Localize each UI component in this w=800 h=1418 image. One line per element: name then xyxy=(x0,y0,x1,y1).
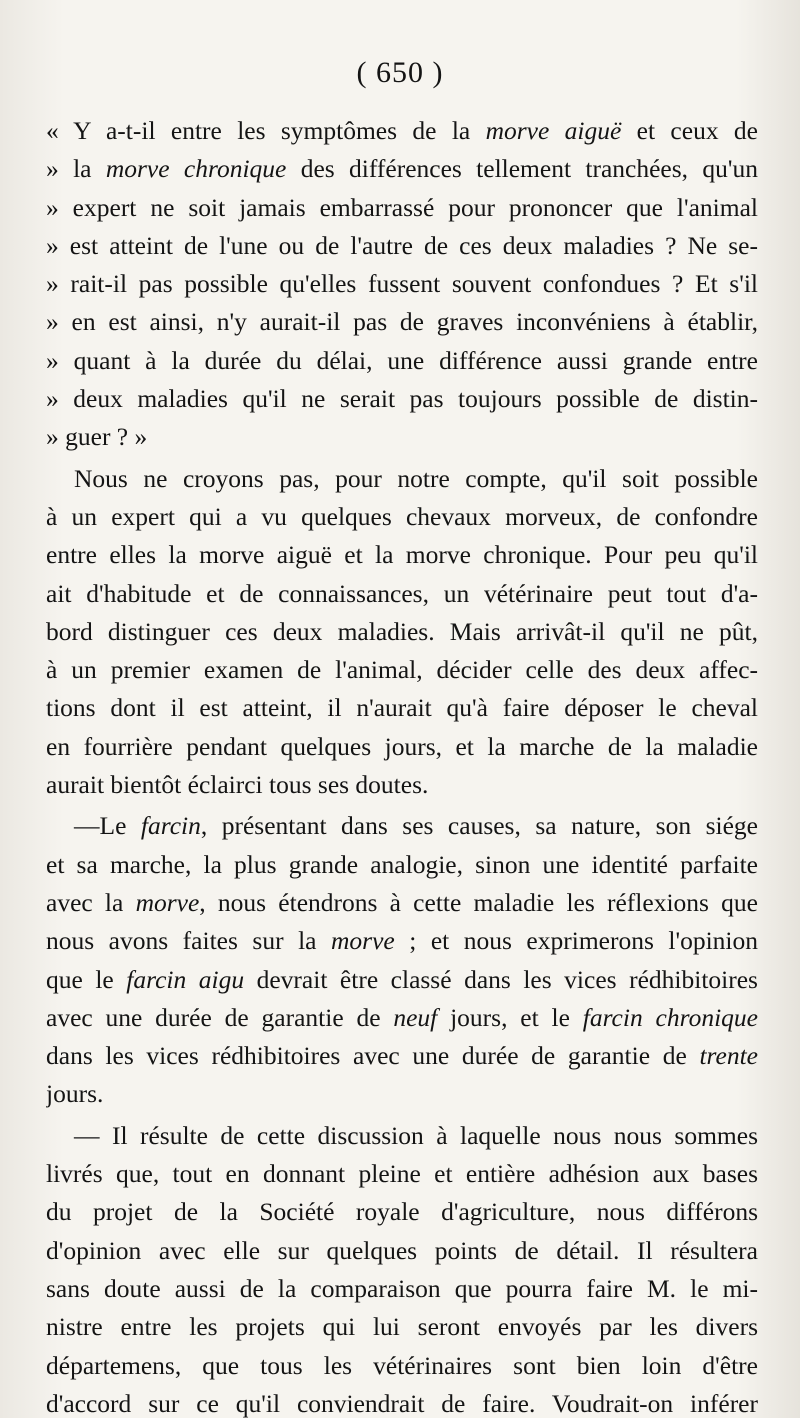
text-run: et ceux de xyxy=(621,116,758,145)
italic-term: neuf xyxy=(393,1002,438,1032)
text-run: devrait être classé dans les vices rédhibitoires xyxy=(244,964,758,994)
text-line xyxy=(46,342,758,380)
text-run: livrés que, tout en donnant pleine et entière adhésion aux bases xyxy=(46,1159,758,1189)
text-line xyxy=(46,961,758,999)
text-line xyxy=(46,1270,758,1308)
text-run: sans doute aussi de la comparaison que pourra faire M. le mi- xyxy=(46,1273,758,1303)
text-line xyxy=(46,303,758,341)
italic-term: trente xyxy=(699,1041,758,1071)
text-line xyxy=(46,1308,758,1346)
text-line xyxy=(46,728,758,766)
text-run: à un premier examen de l'animal, décider celle des deux affec- xyxy=(46,655,758,685)
text-run: ; et nous exprimerons l'opinion xyxy=(394,926,758,956)
text-run: —Le xyxy=(74,811,141,841)
text-line xyxy=(46,1385,758,1418)
text-run: avec la xyxy=(46,887,136,917)
text-line xyxy=(46,380,758,418)
italic-term: morve chronique xyxy=(105,154,287,184)
text-run: entre elles la morve aiguë et la morve chronique. Pour peu qu'il xyxy=(46,540,758,570)
text-line xyxy=(46,1193,758,1231)
text-line xyxy=(46,1075,758,1113)
paragraph xyxy=(46,460,758,805)
text-line xyxy=(46,112,758,150)
text-line xyxy=(46,460,758,498)
text-run: départemens, que tous les vétérinaires sont bien loin d'être xyxy=(46,1350,758,1380)
text-run: nous avons faites sur la xyxy=(46,926,331,956)
text-run: » quant à la durée du délai, une différence aussi grande entre xyxy=(46,345,758,375)
text-run: , présentant dans ses causes, sa nature, son siége xyxy=(200,811,758,841)
text-run: tions dont il est atteint, il n'aurait qu'à faire déposer le cheval xyxy=(46,693,758,723)
text-line xyxy=(46,1037,758,1075)
text-run: que le xyxy=(46,964,127,994)
paragraph xyxy=(46,807,758,1113)
text-run: des différences tellement tranchées, qu'un xyxy=(286,154,758,184)
text-line xyxy=(46,418,758,456)
italic-term: morve xyxy=(135,887,200,917)
text-run: bord distinguer ces deux maladies. Mais arrivât-il qu'il ne pût, xyxy=(46,616,758,646)
text-line xyxy=(46,807,758,845)
text-run: ait d'habitude et de connaissances, un vétérinaire peut tout d'a- xyxy=(46,578,758,608)
text-line xyxy=(46,189,758,227)
text-run: — Il résulte de cette discussion à laquelle nous nous sommes xyxy=(74,1120,758,1150)
text-line xyxy=(46,613,758,651)
italic-term: morve xyxy=(331,926,395,956)
text-run: avec une durée de garantie de xyxy=(46,1002,394,1032)
text-line xyxy=(46,999,758,1037)
text-run: dans les vices rédhibitoires avec une durée de garantie de xyxy=(46,1041,700,1071)
text-line xyxy=(46,884,758,922)
text-run: » la xyxy=(46,154,106,184)
text-line xyxy=(46,498,758,536)
text-run: » deux maladies qu'il ne serait pas toujours possible de distin- xyxy=(46,384,758,414)
text-line xyxy=(46,1232,758,1270)
quoted-passage xyxy=(46,112,758,457)
page-number: ( 650 ) xyxy=(356,56,444,89)
text-line xyxy=(46,1347,758,1385)
text-run: nistre entre les projets qui lui seront envoyés par les divers xyxy=(46,1312,758,1342)
text-run: » rait-il pas possible qu'elles fussent souvent confondues ? Et s'il xyxy=(46,269,758,299)
text-line xyxy=(46,766,758,804)
text-run: » guer ? » xyxy=(46,422,148,452)
text-run: , nous étendrons à cette maladie les réflexions que xyxy=(199,887,758,917)
text-line xyxy=(46,651,758,689)
text-run: » expert ne soit jamais embarrassé pour prononcer que l'animal xyxy=(46,192,758,222)
text-run: Nous ne croyons pas, pour notre compte, qu'il soit possible xyxy=(74,463,758,493)
text-line xyxy=(46,689,758,727)
text-line xyxy=(46,227,758,265)
text-run: » est atteint de l'une ou de l'autre de ces deux maladies ? Ne se- xyxy=(46,230,758,260)
text-line xyxy=(46,922,758,960)
italic-term: farcin xyxy=(140,811,201,841)
text-run: en fourrière pendant quelques jours, et la marche de la maladie xyxy=(46,731,758,761)
paragraph xyxy=(46,1117,758,1418)
text-run: jours. xyxy=(46,1079,104,1109)
text-line xyxy=(46,265,758,303)
text-run: jours, et le xyxy=(437,1002,583,1032)
italic-term: farcin chronique xyxy=(582,1002,758,1032)
text-run: d'accord sur ce qu'il conviendrait de faire. Voudrait-on inférer xyxy=(46,1388,758,1418)
text-line xyxy=(46,1155,758,1193)
text-run: « Y a-t-il entre les symptômes de la xyxy=(46,116,486,145)
text-line xyxy=(46,150,758,188)
text-line xyxy=(46,575,758,613)
text-line xyxy=(46,536,758,574)
text-run: du projet de la Société royale d'agriculture, nous différons xyxy=(46,1197,758,1227)
text-run: et sa marche, la plus grande analogie, sinon une identité parfaite xyxy=(46,849,758,879)
text-line xyxy=(46,846,758,884)
italic-term: farcin aigu xyxy=(126,964,245,994)
text-line xyxy=(46,1117,758,1155)
text-run: à un expert qui a vu quelques chevaux morveux, de confondre xyxy=(46,501,758,531)
italic-term: morve aiguë xyxy=(485,116,622,145)
text-run: » en est ainsi, n'y aurait-il pas de graves inconvéniens à établir, xyxy=(46,307,758,337)
body-text xyxy=(46,112,758,1418)
text-run: d'opinion avec elle sur quelques points de détail. Il résultera xyxy=(46,1235,758,1265)
text-run: aurait bientôt éclairci tous ses doutes. xyxy=(46,770,429,800)
